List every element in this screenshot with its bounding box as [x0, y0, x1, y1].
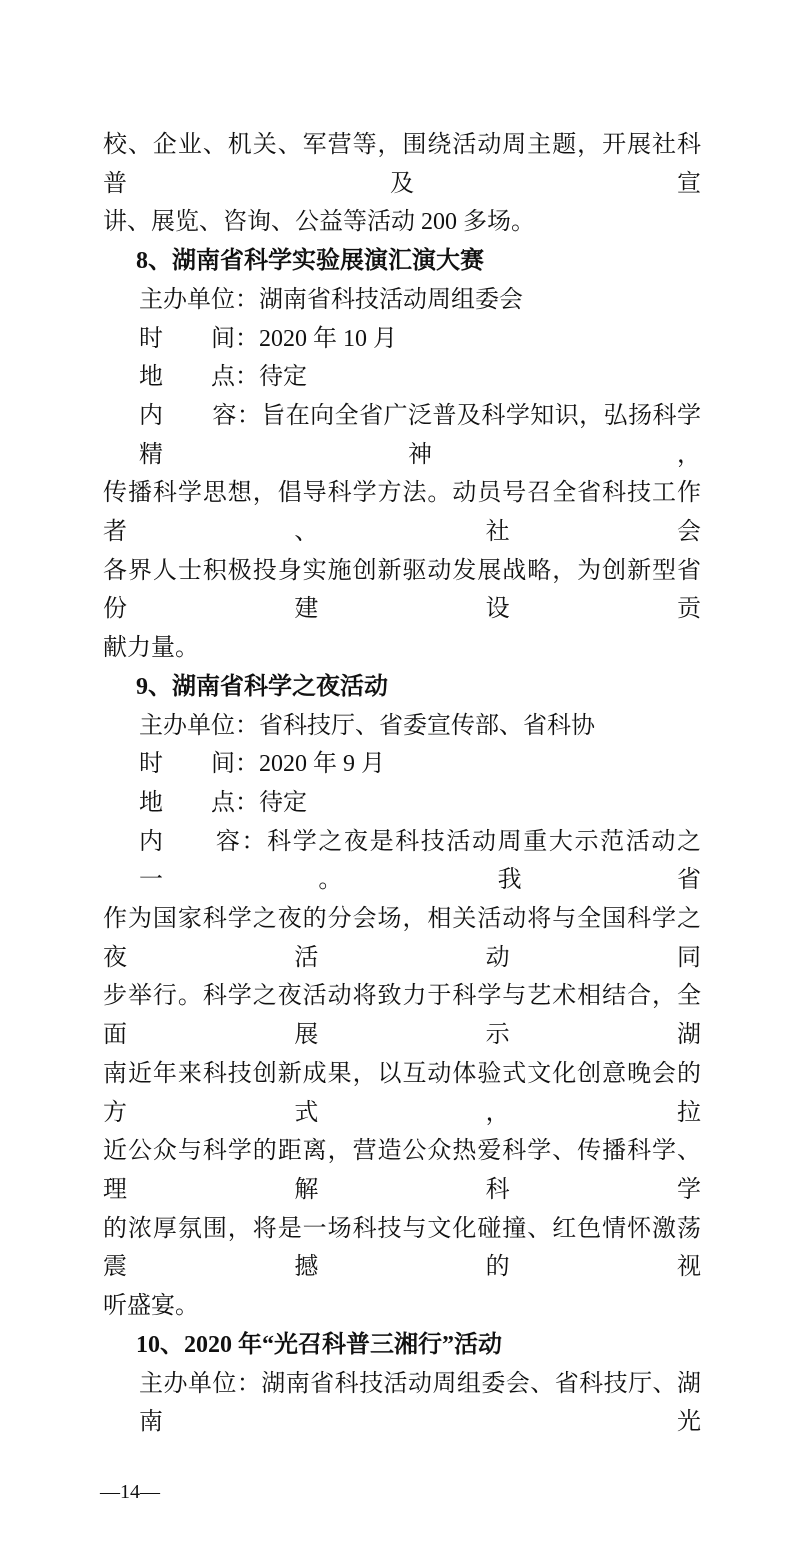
paragraph-line: 讲、展览、咨询、公益等活动 200 多场。	[103, 209, 535, 236]
paragraph-line: 校、企业、机关、军营等，围绕活动周主题，开展社科普及宣	[103, 132, 701, 197]
content-line: 内 容：科学之夜是科技活动周重大示范活动之一。我省	[139, 828, 701, 894]
paragraph-line: 的浓厚氛围，将是一场科技与文化碰撞、红色情怀激荡震撼的视	[103, 1215, 701, 1281]
organizer-line: 主办单位：湖南省科技活动周组委会	[139, 286, 523, 313]
section-heading-8: 8、湖南省科学实验展演汇演大赛	[136, 248, 484, 275]
paragraph-line: 步举行。科学之夜活动将致力于科学与艺术相结合，全面展示湖	[103, 983, 701, 1049]
time-line: 时 间：2020 年 10 月	[139, 325, 397, 352]
paragraph-line: 献力量。	[103, 635, 199, 662]
document-body	[103, 126, 701, 1442]
paragraph-line: 近公众与科学的距离，营造公众热爱科学、传播科学、理解科学	[103, 1138, 701, 1203]
paragraph-line: 传播科学思想，倡导科学方法。动员号召全省科技工作者、社会	[103, 480, 701, 546]
section-heading-9: 9、湖南省科学之夜活动	[136, 673, 388, 700]
paragraph-line: 作为国家科学之夜的分会场，相关活动将与全国科学之夜活动同	[103, 906, 701, 971]
paragraph-line: 各界人士积极投身实施创新驱动发展战略，为创新型省份建设贡	[103, 557, 701, 623]
page-number: —14—	[100, 1480, 160, 1503]
location-line: 地 点：待定	[139, 364, 307, 391]
organizer-line: 主办单位：湖南省科技活动周组委会、省科技厅、湖南光	[139, 1370, 701, 1436]
content-line: 内 容：旨在向全省广泛普及科学知识，弘扬科学精神，	[139, 402, 701, 468]
location-line: 地 点：待定	[139, 789, 307, 816]
paragraph-line: 听盛宴。	[103, 1293, 199, 1320]
section-heading-10: 10、2020 年“光召科普三湘行”活动	[136, 1331, 502, 1358]
time-line: 时 间：2020 年 9 月	[139, 751, 385, 778]
organizer-line: 主办单位：省科技厅、省委宣传部、省科协	[139, 712, 595, 739]
paragraph-line: 南近年来科技创新成果，以互动体验式文化创意晚会的方式，拉	[103, 1060, 701, 1126]
